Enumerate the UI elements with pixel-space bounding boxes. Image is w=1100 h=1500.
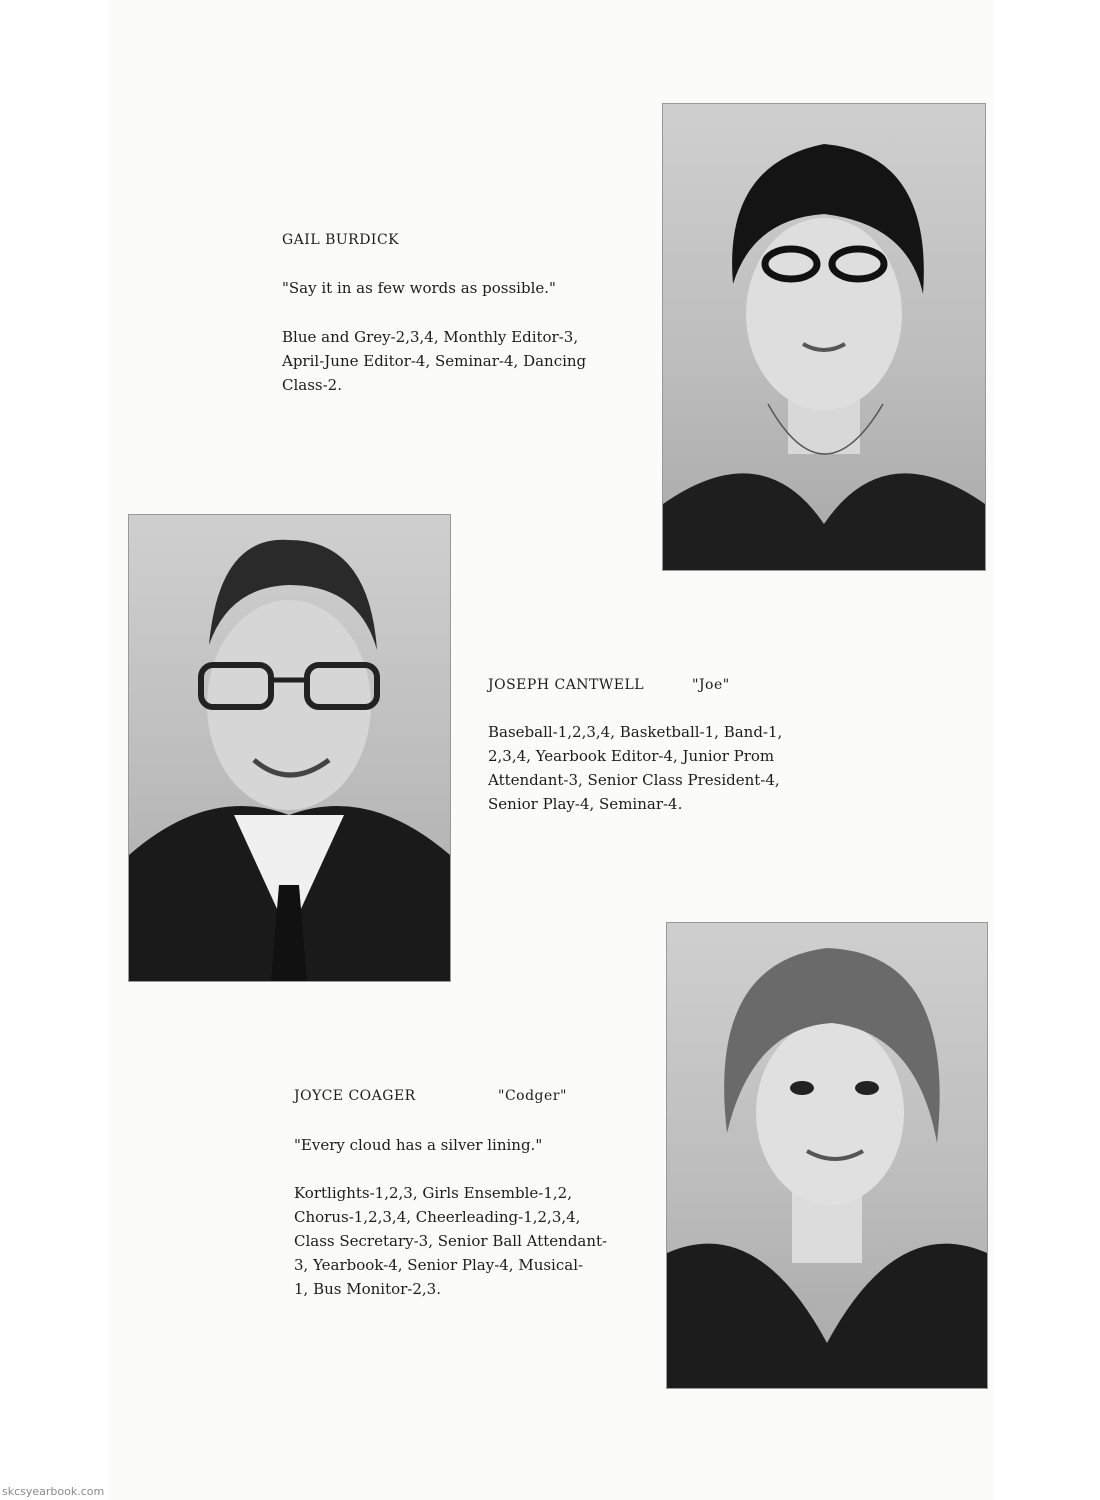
student-nickname: "Joe" xyxy=(692,677,730,693)
portrait-joseph-cantwell xyxy=(128,514,451,982)
portrait-gail-burdick xyxy=(662,103,986,571)
activity-line: 3, Yearbook-4, Senior Play-4, Musical- xyxy=(294,1256,584,1274)
activity-line: Class-2. xyxy=(282,376,342,394)
activity-line: Blue and Grey-2,3,4, Monthly Editor-3, xyxy=(282,328,579,346)
student-name: GAIL BURDICK xyxy=(282,232,400,248)
student-activities xyxy=(282,325,642,397)
activity-line: April-June Editor-4, Seminar-4, Dancing xyxy=(282,352,587,370)
activity-line: Class Secretary-3, Senior Ball Attendant- xyxy=(294,1232,608,1250)
student-name: JOYCE COAGER xyxy=(294,1088,416,1104)
activity-line: 1, Bus Monitor-2,3. xyxy=(294,1280,441,1298)
portrait-joyce-coager xyxy=(666,922,988,1389)
activity-line: Kortlights-1,2,3, Girls Ensemble-1,2, xyxy=(294,1184,572,1202)
student-activities xyxy=(488,720,848,816)
activity-line: 2,3,4, Yearbook Editor-4, Junior Prom xyxy=(488,747,775,765)
activity-line: Attendant-3, Senior Class President-4, xyxy=(488,771,780,789)
student-nickname: "Codger" xyxy=(498,1088,567,1104)
activity-line: Baseball-1,2,3,4, Basketball-1, Band-1, xyxy=(488,723,783,741)
student-quote: "Every cloud has a silver lining." xyxy=(294,1136,543,1154)
student-name: JOSEPH CANTWELL xyxy=(488,677,645,693)
student-activities xyxy=(294,1181,654,1301)
activity-line: Senior Play-4, Seminar-4. xyxy=(488,795,683,813)
site-watermark: skcsyearbook.com xyxy=(2,1485,105,1498)
activity-line: Chorus-1,2,3,4, Cheerleading-1,2,3,4, xyxy=(294,1208,581,1226)
student-quote: "Say it in as few words as possible." xyxy=(282,279,556,297)
